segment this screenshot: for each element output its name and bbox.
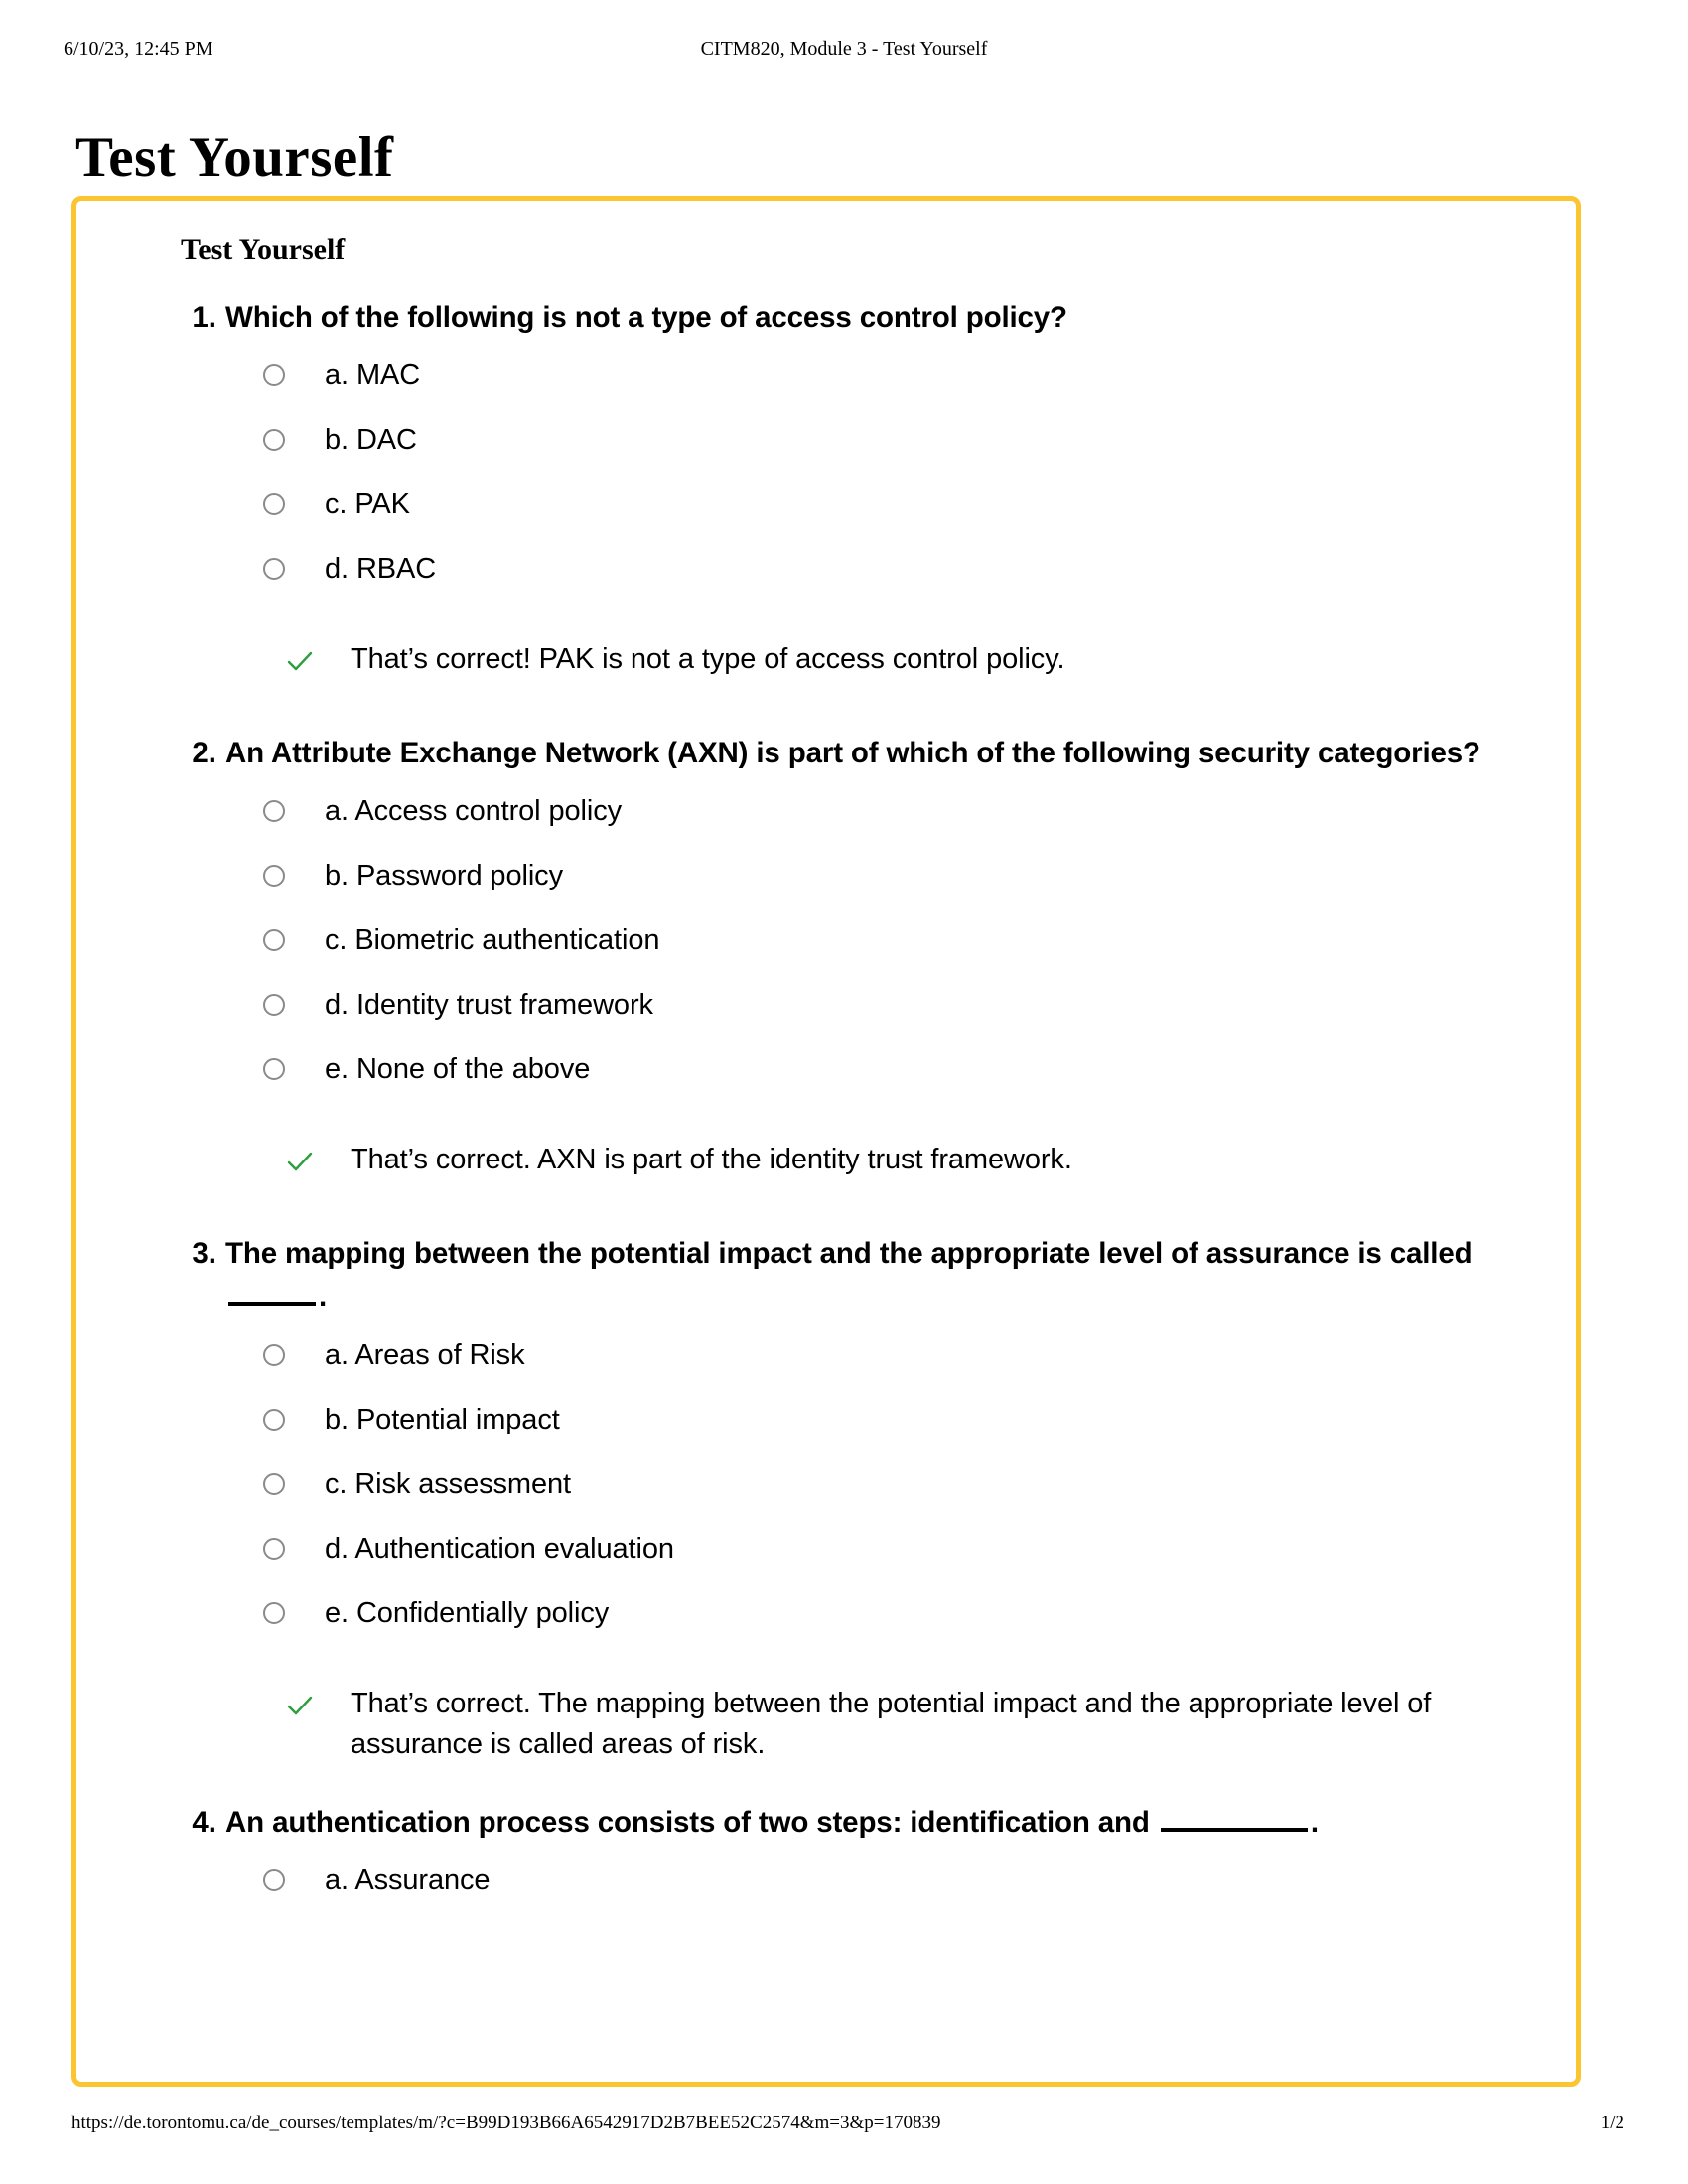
question-number: 1.: [192, 301, 216, 334]
question-number: 4.: [192, 1806, 216, 1839]
option-label: a. Assurance: [325, 1864, 491, 1896]
option-item[interactable]: [225, 1595, 1506, 1641]
check-icon: [285, 1148, 315, 1177]
question-text: An Attribute Exchange Network (AXN) is part of which of the following security categories?: [225, 737, 1480, 769]
option-item[interactable]: [225, 422, 1506, 468]
answer-blank: [1161, 1802, 1308, 1832]
radio-unselected-icon[interactable]: [263, 929, 285, 951]
option-item[interactable]: [225, 1466, 1506, 1512]
question-item: [76, 732, 1576, 1186]
question-item: [76, 296, 1576, 686]
option-label: a. Areas of Risk: [325, 1339, 525, 1371]
radio-unselected-icon[interactable]: [263, 1538, 285, 1560]
question-text: [225, 1801, 1506, 1844]
spacer: [76, 1186, 1576, 1232]
option-item[interactable]: [225, 987, 1506, 1032]
option-item[interactable]: [225, 551, 1506, 597]
answer-feedback: [225, 615, 1506, 686]
radio-unselected-icon[interactable]: [263, 1473, 285, 1495]
option-list: [225, 340, 1506, 597]
radio-unselected-icon[interactable]: [263, 1602, 285, 1624]
print-footer: [0, 2113, 1688, 2140]
question-number: 3.: [192, 1237, 216, 1270]
radio-unselected-icon[interactable]: [263, 1869, 285, 1891]
radio-unselected-icon[interactable]: [263, 994, 285, 1016]
option-item[interactable]: [225, 1051, 1506, 1097]
radio-unselected-icon[interactable]: [263, 1058, 285, 1080]
question-text: Which of the following is not a type of access control policy?: [225, 301, 1067, 334]
question-text: [225, 1232, 1506, 1319]
option-label: e. None of the above: [325, 1053, 591, 1085]
radio-unselected-icon[interactable]: [263, 800, 285, 822]
panel-heading: Test Yourself: [181, 233, 346, 266]
option-label: e. Confidentially policy: [325, 1597, 610, 1629]
radio-unselected-icon[interactable]: [263, 1409, 285, 1431]
radio-unselected-icon[interactable]: [263, 493, 285, 515]
option-list: [225, 1319, 1506, 1641]
feedback-text: That’s correct. The mapping between the potential impact and the appropriate level of assurance is called areas of risk.: [351, 1688, 1432, 1760]
check-icon: [285, 647, 315, 677]
option-item[interactable]: [225, 858, 1506, 903]
print-header-timestamp: 6/10/23, 12:45 PM: [64, 38, 213, 60]
answer-feedback: [225, 1116, 1506, 1186]
option-item[interactable]: [225, 1402, 1506, 1447]
option-label: c. Biometric authentication: [325, 924, 660, 956]
spacer: [76, 1771, 1576, 1801]
print-header: [0, 38, 1688, 64]
option-label: b. Potential impact: [325, 1404, 560, 1435]
question-number: 2.: [192, 737, 216, 769]
option-label: d. RBAC: [325, 553, 437, 585]
option-item[interactable]: [225, 922, 1506, 968]
answer-blank: [228, 1277, 316, 1306]
option-label: d. Identity trust framework: [325, 989, 653, 1021]
option-label: b. Password policy: [325, 860, 563, 891]
question-item: [76, 1801, 1576, 1908]
quiz-panel: [71, 196, 1581, 2087]
feedback-text: That’s correct! PAK is not a type of access control policy.: [351, 643, 1065, 675]
radio-unselected-icon[interactable]: [263, 429, 285, 451]
radio-unselected-icon[interactable]: [263, 558, 285, 580]
option-label: a. Access control policy: [325, 795, 623, 827]
option-item[interactable]: [225, 1862, 1506, 1908]
radio-unselected-icon[interactable]: [263, 1344, 285, 1366]
option-label: c. Risk assessment: [325, 1468, 571, 1500]
answer-feedback: [225, 1660, 1506, 1771]
radio-unselected-icon[interactable]: [263, 364, 285, 386]
option-item[interactable]: [225, 793, 1506, 839]
print-header-document-title: CITM820, Module 3 - Test Yourself: [700, 38, 988, 60]
spacer: [76, 686, 1576, 732]
option-item[interactable]: [225, 1531, 1506, 1576]
question-text-after-blank: .: [1310, 1806, 1319, 1839]
option-label: a. MAC: [325, 359, 421, 391]
feedback-text: That’s correct. AXN is part of the identity trust framework.: [351, 1144, 1072, 1175]
option-item[interactable]: [225, 1337, 1506, 1383]
option-list: [225, 1844, 1506, 1908]
option-item[interactable]: [225, 357, 1506, 403]
question-text-after-blank: .: [319, 1281, 328, 1313]
radio-unselected-icon[interactable]: [263, 865, 285, 887]
option-label: d. Authentication evaluation: [325, 1533, 674, 1565]
option-item[interactable]: [225, 486, 1506, 532]
question-list: [76, 296, 1576, 1927]
option-list: [225, 775, 1506, 1097]
question-text-before-blank: An authentication process consists of two steps: identification and: [225, 1806, 1158, 1839]
print-footer-url: https://de.torontomu.ca/de_courses/templates/m/?c=B99D193B66A6542917D2B7BEE52C2574&m=3&p=170839: [71, 2113, 941, 2133]
page-title: Test Yourself: [75, 126, 394, 190]
option-label: b. DAC: [325, 424, 417, 456]
check-icon: [285, 1692, 315, 1721]
option-label: c. PAK: [325, 488, 410, 520]
print-footer-page-indicator: 1/2: [1600, 2113, 1624, 2133]
question-text-before-blank: The mapping between the potential impact and the appropriate level of assurance is called: [225, 1237, 1473, 1270]
question-item: [76, 1232, 1576, 1771]
